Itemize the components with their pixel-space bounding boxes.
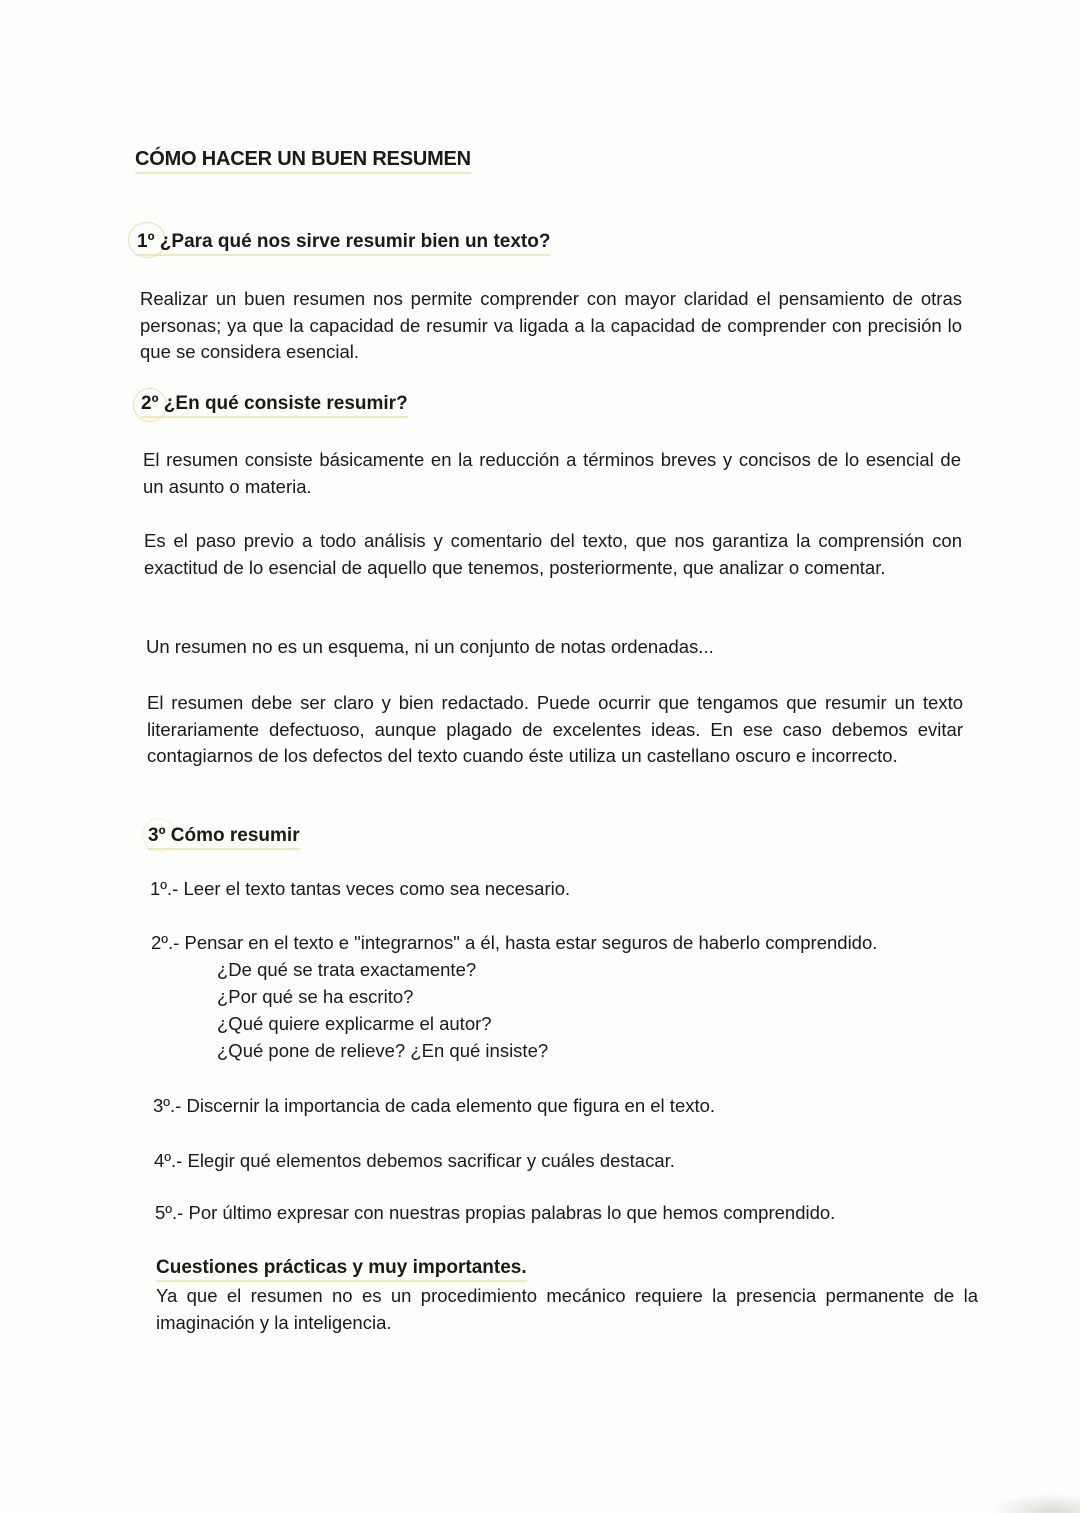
- sub-question-4: ¿Qué pone de relieve? ¿En qué insiste?: [217, 1040, 549, 1061]
- section-2-paragraph-4: El resumen debe ser claro y bien redactado. Puede ocurrir que tengamos que resumir un texto literariamente defectuoso, aunque plagado de excelentes ideas. En ese caso debemos evitar contagiarnos de los defectos del texto cuando éste utiliza un castellano oscuro e incorrecto.: [147, 692, 963, 766]
- step-3: 3º.- Discernir la importancia de cada elemento que figura en el texto.: [153, 1095, 716, 1116]
- section-2-heading: 2º ¿En qué consiste resumir?: [141, 393, 408, 418]
- sub-question-2: ¿Por qué se ha escrito?: [217, 986, 414, 1007]
- section-4-paragraph: Ya que el resumen no es un procedimiento mecánico requiere la presencia permanente de la imaginación y la inteligencia.: [156, 1285, 978, 1333]
- section-2-paragraph-2: Es el paso previo a todo análisis y comentario del texto, que nos garantiza la comprensión con exactitud de lo esencial de aquello que tenemos, posteriormente, que analizar o comentar.: [144, 530, 962, 578]
- step-1: 1º.- Leer el texto tantas veces como sea necesario.: [150, 878, 571, 899]
- section-2-paragraph-1: El resumen consiste básicamente en la reducción a términos breves y concisos de lo esencial de un asunto o materia.: [143, 449, 961, 497]
- step-5: 5º.- Por último expresar con nuestras propias palabras lo que hemos comprendido.: [155, 1202, 836, 1223]
- section-3-heading: 3º Cómo resumir: [148, 825, 300, 850]
- sub-question-1: ¿De qué se trata exactamente?: [217, 959, 477, 980]
- section-2-paragraph-3: Un resumen no es un esquema, ni un conjunto de notas ordenadas...: [146, 636, 714, 657]
- scan-smudge: [990, 1493, 1080, 1513]
- step-2: 2º.- Pensar en el texto e "integrarnos" a él, hasta estar seguros de haberlo comprendido.: [151, 932, 878, 953]
- section-1-heading: 1º ¿Para qué nos sirve resumir bien un texto?: [137, 231, 550, 256]
- section-1-paragraph: Realizar un buen resumen nos permite comprender con mayor claridad el pensamiento de otras personas; ya que la capacidad de resumir va ligada a la capacidad de comprender con precisión lo que se considera esencial.: [140, 288, 962, 362]
- step-4: 4º.- Elegir qué elementos debemos sacrificar y cuáles destacar.: [154, 1150, 675, 1171]
- section-4-heading: Cuestiones prácticas y muy importantes.: [156, 1257, 527, 1282]
- document-title: CÓMO HACER UN BUEN RESUMEN: [135, 148, 471, 174]
- sub-question-3: ¿Qué quiere explicarme el autor?: [217, 1013, 492, 1034]
